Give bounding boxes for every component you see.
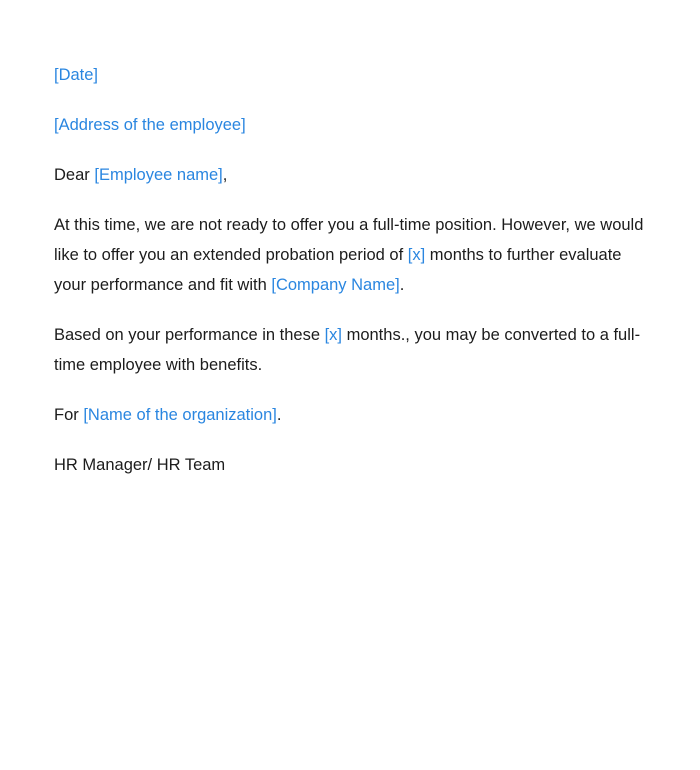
greeting-suffix: , <box>222 166 228 184</box>
date-line <box>54 60 650 90</box>
signature: HR Manager/ HR Team <box>54 456 226 474</box>
offer-text-a: At this time, we are not ready to offer you a full-time position. However, we would like to offer you an extended probation period of <box>54 216 644 264</box>
conversion-text-b: months., you may be converted to a full-time employee with benefits. <box>54 326 641 374</box>
months-placeholder-2: [x] <box>324 326 342 344</box>
closing-suffix: . <box>276 406 282 424</box>
greeting-line <box>54 160 650 190</box>
offer-text-c: . <box>399 276 405 294</box>
closing-line <box>54 400 650 430</box>
offer-paragraph <box>54 210 650 300</box>
employee-name-placeholder: [Employee name] <box>94 166 223 184</box>
address-placeholder: [Address of the employee] <box>54 116 246 134</box>
organization-placeholder: [Name of the organization] <box>83 406 277 424</box>
date-placeholder: [Date] <box>54 66 99 84</box>
months-placeholder: [x] <box>407 246 426 264</box>
greeting-prefix: Dear <box>54 166 95 184</box>
signature-line <box>54 450 650 480</box>
company-name-placeholder: [Company Name] <box>271 276 400 294</box>
conversion-paragraph <box>54 320 650 380</box>
conversion-text-a: Based on your performance in these <box>54 326 325 344</box>
closing-prefix: For <box>54 406 84 424</box>
offer-text-b: months to further evaluate your performance and fit with <box>54 246 622 294</box>
address-line <box>54 110 650 140</box>
